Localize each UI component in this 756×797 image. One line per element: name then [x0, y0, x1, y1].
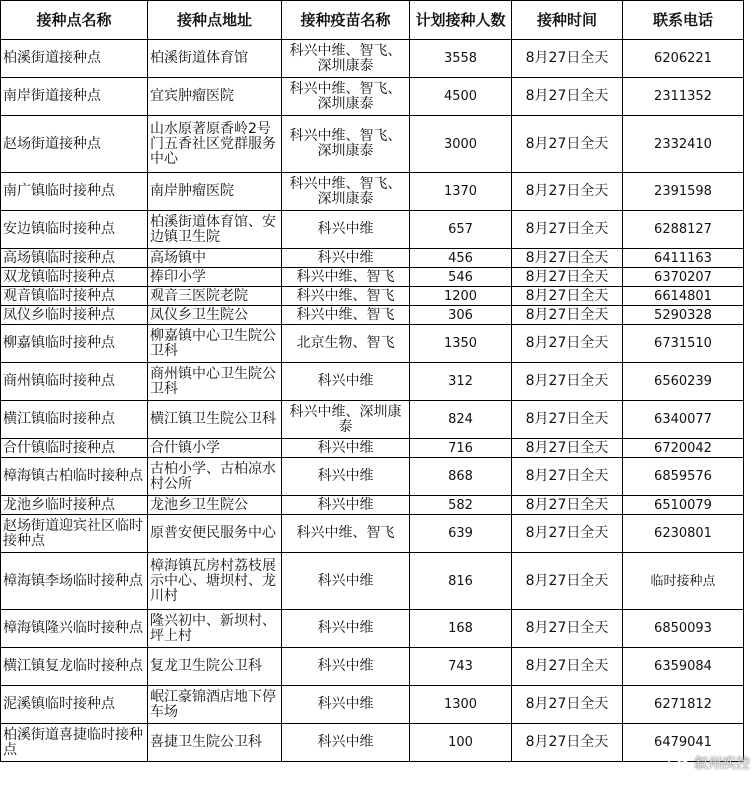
cell-vaccination-time: 8月27日全天: [512, 173, 623, 211]
table-row: [1, 724, 744, 762]
cell-vaccine-name: 科兴中维、智飞: [282, 306, 410, 325]
table-row: [1, 325, 744, 363]
cell-vaccine-name: 科兴中维: [282, 496, 410, 515]
cell-site-address: 古柏小学、古柏凉水村公所: [148, 458, 282, 496]
cell-site-name: 观音镇临时接种点: [1, 287, 148, 306]
cell-vaccine-name: 科兴中维、智飞: [282, 515, 410, 553]
cell-contact-phone: 6850093: [623, 610, 744, 648]
cell-site-address: 柏溪街道体育馆、安边镇卫生院: [148, 211, 282, 249]
cell-contact-phone: 6288127: [623, 211, 744, 249]
cell-vaccine-name: 科兴中维: [282, 686, 410, 724]
cell-vaccine-name: 科兴中维: [282, 363, 410, 401]
cell-site-address: 横江镇卫生院公卫科: [148, 401, 282, 439]
table-row: [1, 515, 744, 553]
cell-contact-phone: 6731510: [623, 325, 744, 363]
cell-vaccination-time: 8月27日全天: [512, 268, 623, 287]
cell-vaccine-name: 科兴中维: [282, 724, 410, 762]
cell-site-address: 观音三医院老院: [148, 287, 282, 306]
cell-planned-count: 456: [410, 249, 512, 268]
table-row: [1, 287, 744, 306]
cell-planned-count: 824: [410, 401, 512, 439]
cell-site-address: 隆兴初中、新坝村、坪上村: [148, 610, 282, 648]
cell-site-address: 商州镇中心卫生院公卫科: [148, 363, 282, 401]
cell-contact-phone: 2391598: [623, 173, 744, 211]
cell-contact-phone: 6614801: [623, 287, 744, 306]
cell-vaccine-name: 科兴中维: [282, 211, 410, 249]
cell-vaccine-name: 科兴中维: [282, 458, 410, 496]
cell-planned-count: 743: [410, 648, 512, 686]
cell-planned-count: 306: [410, 306, 512, 325]
cell-contact-phone: 5290328: [623, 306, 744, 325]
cell-site-name: 南岸街道接种点: [1, 78, 148, 116]
cell-contact-phone: 6370207: [623, 268, 744, 287]
table-row: [1, 40, 744, 78]
cell-vaccine-name: 科兴中维: [282, 439, 410, 458]
cell-vaccine-name: 科兴中维: [282, 648, 410, 686]
cell-planned-count: 582: [410, 496, 512, 515]
cell-vaccine-name: 科兴中维: [282, 610, 410, 648]
cell-vaccination-time: 8月27日全天: [512, 458, 623, 496]
cell-site-name: 樟海镇古柏临时接种点: [1, 458, 148, 496]
cell-vaccination-time: 8月27日全天: [512, 439, 623, 458]
cell-site-name: 商州镇临时接种点: [1, 363, 148, 401]
table-row: [1, 249, 744, 268]
header-row: [1, 1, 744, 40]
cell-vaccination-time: 8月27日全天: [512, 363, 623, 401]
cell-vaccination-time: 8月27日全天: [512, 686, 623, 724]
cell-contact-phone: 6560239: [623, 363, 744, 401]
cell-planned-count: 100: [410, 724, 512, 762]
cell-vaccination-time: 8月27日全天: [512, 610, 623, 648]
cell-site-address: 柳嘉镇中心卫生院公卫科: [148, 325, 282, 363]
cell-contact-phone: 临时接种点: [623, 553, 744, 610]
cell-vaccine-name: 科兴中维、智飞、深圳康泰: [282, 173, 410, 211]
cell-vaccination-time: 8月27日全天: [512, 325, 623, 363]
header-planned-count: 计划接种人数: [410, 1, 512, 40]
cell-contact-phone: 6230801: [623, 515, 744, 553]
cell-vaccination-time: 8月27日全天: [512, 211, 623, 249]
header-vaccine-name: 接种疫苗名称: [282, 1, 410, 40]
cell-planned-count: 3558: [410, 40, 512, 78]
cell-vaccination-time: 8月27日全天: [512, 496, 623, 515]
cell-site-address: 南岸肿瘤医院: [148, 173, 282, 211]
cell-site-address: 岷江豪锦酒店地下停车场: [148, 686, 282, 724]
cell-contact-phone: 6479041: [623, 724, 744, 762]
cell-site-address: 柏溪街道体育馆: [148, 40, 282, 78]
cell-site-name: 高场镇临时接种点: [1, 249, 148, 268]
wechat-icon: [668, 754, 690, 772]
cell-vaccination-time: 8月27日全天: [512, 249, 623, 268]
cell-site-address: 樟海镇瓦房村荔枝展示中心、塘坝村、龙川村: [148, 553, 282, 610]
cell-contact-phone: 6359084: [623, 648, 744, 686]
cell-site-name: 赵场街道接种点: [1, 116, 148, 173]
cell-vaccine-name: 科兴中维: [282, 553, 410, 610]
table-row: [1, 610, 744, 648]
cell-planned-count: 1370: [410, 173, 512, 211]
cell-site-address: 山水原著原香岭2号门五香社区党群服务中心: [148, 116, 282, 173]
cell-vaccine-name: 科兴中维、智飞: [282, 268, 410, 287]
cell-contact-phone: 6411163: [623, 249, 744, 268]
table-row: [1, 78, 744, 116]
cell-planned-count: 168: [410, 610, 512, 648]
cell-vaccination-time: 8月27日全天: [512, 648, 623, 686]
table-row: [1, 439, 744, 458]
cell-contact-phone: 6340077: [623, 401, 744, 439]
table-row: [1, 686, 744, 724]
cell-vaccination-time: 8月27日全天: [512, 553, 623, 610]
cell-vaccine-name: 科兴中维、智飞: [282, 287, 410, 306]
cell-vaccine-name: 科兴中维、智飞、深圳康泰: [282, 78, 410, 116]
cell-vaccine-name: 科兴中维、智飞、深圳康泰: [282, 116, 410, 173]
cell-site-address: 原普安便民服务中心: [148, 515, 282, 553]
cell-site-name: 双龙镇临时接种点: [1, 268, 148, 287]
cell-vaccination-time: 8月27日全天: [512, 401, 623, 439]
cell-site-name: 樟海镇隆兴临时接种点: [1, 610, 148, 648]
cell-site-name: 南广镇临时接种点: [1, 173, 148, 211]
cell-site-name: 横江镇复龙临时接种点: [1, 648, 148, 686]
table-row: [1, 553, 744, 610]
cell-contact-phone: 6271812: [623, 686, 744, 724]
cell-site-name: 安边镇临时接种点: [1, 211, 148, 249]
cell-planned-count: 868: [410, 458, 512, 496]
cell-vaccine-name: 科兴中维、智飞、深圳康泰: [282, 40, 410, 78]
cell-contact-phone: 2311352: [623, 78, 744, 116]
watermark: [668, 753, 750, 773]
cell-planned-count: 1300: [410, 686, 512, 724]
cell-planned-count: 312: [410, 363, 512, 401]
cell-vaccination-time: 8月27日全天: [512, 78, 623, 116]
cell-site-address: 宜宾肿瘤医院: [148, 78, 282, 116]
cell-site-name: 横江镇临时接种点: [1, 401, 148, 439]
cell-planned-count: 1200: [410, 287, 512, 306]
header-vaccination-time: 接种时间: [512, 1, 623, 40]
header-site-name: 接种点名称: [1, 1, 148, 40]
cell-site-name: 泥溪镇临时接种点: [1, 686, 148, 724]
cell-vaccination-time: 8月27日全天: [512, 40, 623, 78]
cell-planned-count: 816: [410, 553, 512, 610]
header-contact-phone: 联系电话: [623, 1, 744, 40]
cell-contact-phone: 6720042: [623, 439, 744, 458]
cell-contact-phone: 6206221: [623, 40, 744, 78]
header-site-address: 接种点地址: [148, 1, 282, 40]
cell-vaccination-time: 8月27日全天: [512, 287, 623, 306]
cell-site-address: 复龙卫生院公卫科: [148, 648, 282, 686]
table-row: [1, 116, 744, 173]
cell-site-name: 柳嘉镇临时接种点: [1, 325, 148, 363]
cell-vaccination-time: 8月27日全天: [512, 116, 623, 173]
cell-planned-count: 657: [410, 211, 512, 249]
table-row: [1, 401, 744, 439]
cell-site-address: 凤仪乡卫生院公: [148, 306, 282, 325]
cell-planned-count: 1350: [410, 325, 512, 363]
cell-vaccination-time: 8月27日全天: [512, 306, 623, 325]
cell-site-name: 合什镇临时接种点: [1, 439, 148, 458]
cell-vaccine-name: 科兴中维、深圳康泰: [282, 401, 410, 439]
table-row: [1, 648, 744, 686]
table-row: [1, 268, 744, 287]
cell-vaccination-time: 8月27日全天: [512, 515, 623, 553]
cell-contact-phone: 2332410: [623, 116, 744, 173]
cell-site-name: 凤仪乡临时接种点: [1, 306, 148, 325]
cell-vaccination-time: 8月27日全天: [512, 724, 623, 762]
cell-vaccine-name: 北京生物、智飞: [282, 325, 410, 363]
table-row: [1, 306, 744, 325]
cell-site-address: 捧印小学: [148, 268, 282, 287]
table-row: [1, 173, 744, 211]
cell-planned-count: 3000: [410, 116, 512, 173]
cell-site-name: 龙池乡临时接种点: [1, 496, 148, 515]
table-row: [1, 496, 744, 515]
cell-site-name: 柏溪街道接种点: [1, 40, 148, 78]
cell-planned-count: 4500: [410, 78, 512, 116]
cell-contact-phone: 6859576: [623, 458, 744, 496]
cell-planned-count: 639: [410, 515, 512, 553]
table-row: [1, 363, 744, 401]
table-row: [1, 458, 744, 496]
cell-site-address: 合什镇小学: [148, 439, 282, 458]
cell-site-name: 柏溪街道喜捷临时接种点: [1, 724, 148, 762]
cell-site-name: 樟海镇李场临时接种点: [1, 553, 148, 610]
cell-planned-count: 546: [410, 268, 512, 287]
cell-contact-phone: 6510079: [623, 496, 744, 515]
cell-site-address: 喜捷卫生院公卫科: [148, 724, 282, 762]
table-row: [1, 211, 744, 249]
table-body: [1, 40, 744, 762]
watermark-text: 叙州疾控: [694, 756, 750, 772]
cell-planned-count: 716: [410, 439, 512, 458]
cell-site-address: 龙池乡卫生院公: [148, 496, 282, 515]
cell-site-name: 赵场街道迎宾社区临时接种点: [1, 515, 148, 553]
cell-site-address: 高场镇中: [148, 249, 282, 268]
cell-vaccine-name: 科兴中维: [282, 249, 410, 268]
